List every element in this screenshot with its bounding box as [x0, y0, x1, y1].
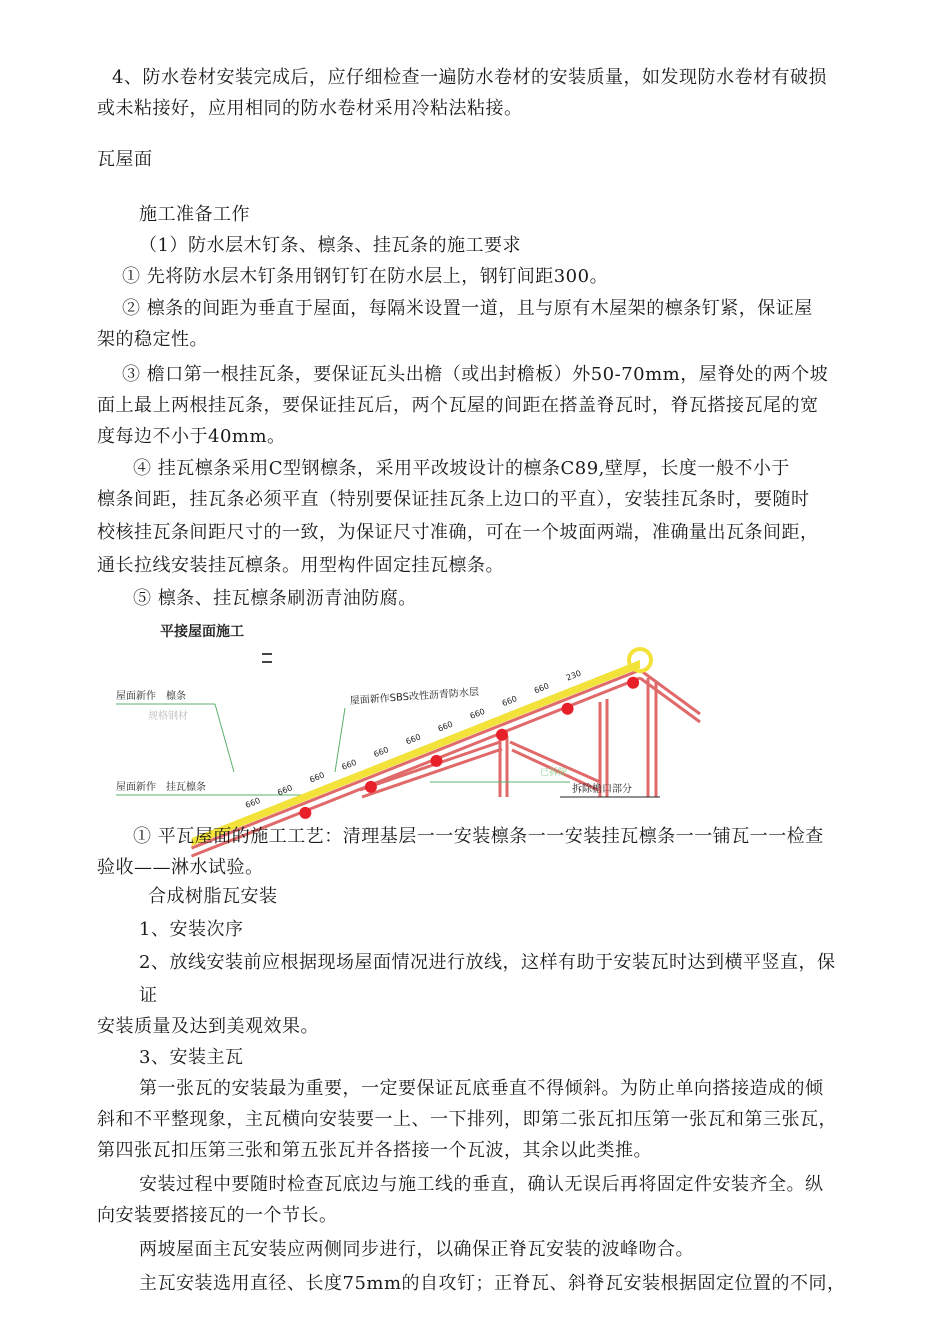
- purlin-node: [627, 677, 639, 689]
- paragraph-line: ② 檩条的间距为垂直于屋面，每隔米设置一道，且与原有木屋架的檩条钉紧，保证屋: [122, 298, 813, 319]
- diagram-title-fragment: 平接屋面施工: [160, 624, 244, 640]
- paragraph-line: ④ 挂瓦檩条采用C型钢檩条，采用平改坡设计的檩条C89,壁厚，长度一般不小于: [133, 458, 790, 479]
- dimension-label: 660: [308, 770, 326, 785]
- label-membrane: 屋面新作SBS改性沥青防水层: [349, 686, 480, 707]
- subsection-heading: 合成树脂瓦安装: [148, 886, 278, 907]
- paragraph-line: 验收——淋水试验。: [97, 857, 264, 878]
- paragraph-line: 斜和不平整现象，主瓦横向安装要一上、一下排列，即第二张瓦扣压第一张瓦和第三张瓦，: [97, 1109, 837, 1130]
- paragraph-line: 1、安装次序: [139, 919, 244, 940]
- label-faded-note: 规格钢材: [148, 711, 188, 722]
- subsection-heading: 3、安装主瓦: [139, 1047, 244, 1068]
- paragraph-line: ③ 檐口第一根挂瓦条，要保证瓦头出檐（或出封檐板）外50-70mm，屋脊处的两个坡: [122, 364, 829, 385]
- paragraph-line: ① 先将防水层木钉条用钢钉钉在防水层上，钢钉间距300。: [122, 266, 609, 287]
- paragraph-line: 主瓦安装选用直径、长度75mm的自攻钉；正脊瓦、斜脊瓦安装根据固定位置的不同，: [139, 1273, 846, 1294]
- label-purlin: 屋面新作 檩条: [116, 691, 186, 702]
- dimension-label: 660: [404, 732, 423, 747]
- dimension-labels: [244, 669, 582, 810]
- purlin-node: [299, 807, 311, 819]
- paragraph-line: 4、防水卷材安装完成后，应仔细检查一遍防水卷材的安装质量，如发现防水卷材有破损: [112, 67, 827, 88]
- paragraph-line: 檩条间距，挂瓦条必须平直（特别要保证挂瓦条上边口的平直），安装挂瓦条时，要随时: [97, 489, 810, 510]
- dimension-label: 660: [436, 719, 455, 734]
- label-batten: 屋面新作 挂瓦檩条: [116, 782, 206, 793]
- dimension-label: 660: [500, 694, 519, 709]
- dimension-label: 230: [564, 668, 583, 683]
- subsection-heading: 施工准备工作: [139, 204, 250, 225]
- label-demolish: 拆除檐口部分: [572, 784, 632, 795]
- leader-line: [215, 704, 234, 772]
- paragraph-line: 校核挂瓦条间距尺寸的一致，为保证尺寸准确，可在一个坡面两端，准确量出瓦条间距，: [97, 522, 819, 543]
- roof-section-svg: [100, 622, 665, 811]
- paragraph-line: 通长拉线安装挂瓦檩条。用型构件固定挂瓦檩条。: [97, 555, 504, 576]
- paragraph-line: 第四张瓦扣压第三张和第五张瓦并各搭接一个瓦波，其余以此类推。: [97, 1140, 652, 1161]
- paragraph-line: ⑤ 檩条、挂瓦檩条刷沥青油防腐。: [133, 588, 417, 609]
- paragraph-line: 向安装要搭接瓦的一个节长。: [97, 1205, 338, 1226]
- paragraph-line: 架的稳定性。: [97, 329, 208, 350]
- paragraph-line: 面上最上两根挂瓦条，要保证挂瓦后，两个瓦屋的间距在搭盖脊瓦时，脊瓦搭接瓦尾的宽: [97, 395, 819, 416]
- paragraph-line: ① 平瓦屋面的施工工艺：清理基层一一安装檩条一一安装挂瓦檩条一一铺瓦一一检查: [133, 826, 824, 847]
- paragraph-line: 或未粘接好，应用相同的防水卷材采用冷粘法粘接。: [97, 98, 523, 119]
- purlin-node: [496, 729, 508, 741]
- label-faded-note: 已拆除: [540, 768, 568, 778]
- paragraph-line: （1）防水层木钉条、檩条、挂瓦条的施工要求: [139, 235, 521, 256]
- purlin-node: [430, 755, 442, 767]
- paragraph-line: 第一张瓦的安装最为重要，一定要保证瓦底垂直不得倾斜。为防止单向搭接造成的倾: [139, 1078, 824, 1099]
- dimension-label: 660: [372, 745, 390, 760]
- dimension-label: 660: [532, 681, 551, 696]
- dimension-label: 660: [340, 757, 358, 772]
- dimension-label: 660: [276, 783, 294, 798]
- paragraph-line: 2、放线安装前应根据现场屋面情况进行放线，这样有助于安装瓦时达到横平竖直，保: [139, 952, 836, 973]
- dimension-label: 660: [244, 796, 262, 811]
- membrane-band: [192, 660, 641, 846]
- paragraph-line: 安装过程中要随时检查瓦底边与施工线的垂直，确认无误后再将固定件安装齐全。纵: [139, 1174, 824, 1195]
- roof-section-diagram: [100, 622, 665, 811]
- paragraph-line: 两坡屋面主瓦安装应两侧同步进行，以确保正脊瓦安装的波峰吻合。: [139, 1239, 694, 1260]
- dimension-label: 660: [468, 706, 487, 721]
- paragraph-line: 度每边不小于40mm。: [97, 426, 286, 447]
- purlin-node: [365, 781, 377, 793]
- paragraph-line: 安装质量及达到美观效果。: [97, 1016, 319, 1037]
- section-heading: 瓦屋面: [97, 149, 153, 170]
- paragraph-line: 证: [139, 985, 158, 1006]
- purlin-node: [562, 703, 574, 715]
